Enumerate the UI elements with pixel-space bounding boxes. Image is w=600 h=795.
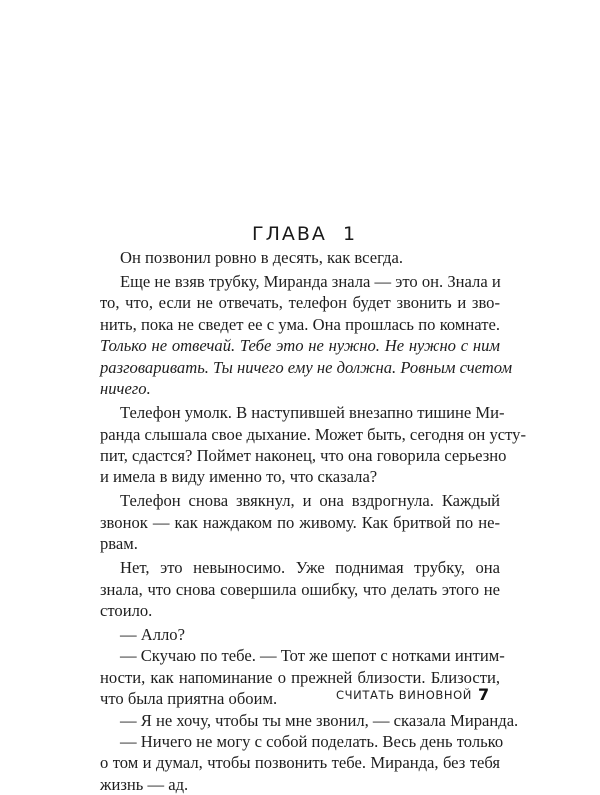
text-line: — Алло? — [120, 625, 185, 645]
text-line: ничего. — [100, 379, 151, 399]
text-line: Телефон умолк. В наступившей внезапно тишине Ми- — [120, 403, 505, 423]
text-line: стоило. — [100, 601, 153, 620]
text-line: знала, что снова совершила ошибку, что делать этого не — [100, 579, 500, 599]
running-head: СЧИТАТЬ ВИНОВНОЙ — [336, 688, 472, 702]
chapter-title: ГЛАВА 1 — [252, 223, 358, 245]
text-line: — Скучаю по тебе. — Тот же шепот с нотками интим- — [120, 646, 505, 666]
page-number: 7 — [478, 685, 490, 704]
text-line: — Я не хочу, чтобы ты мне звонил, — сказала Миранда. — [120, 710, 519, 730]
text-line: то, что, если не отвечать, телефон будет звонить и зво- — [100, 293, 500, 313]
text-line: жизнь — ад. — [100, 774, 189, 794]
text-line: нить, пока не сведет ее с ума. Она прошлась по комнате. — [100, 314, 500, 334]
text-line: Только не отвечай. Тебе это не нужно. Не нужно с ним — [100, 336, 500, 356]
text-line: и имела в виду именно то, что сказала? — [100, 467, 378, 487]
text-line: что была приятна обоим. — [100, 689, 278, 709]
text-line: Нет, это невыносимо. Уже поднимая трубку, она — [120, 558, 500, 578]
text-line: ности, как напоминание о прежней близости. Близости, — [100, 667, 500, 687]
text-line: разговаривать. Ты ничего ему не должна. Ровным счетом — [100, 357, 513, 377]
text-line: Он позвонил ровно в десять, как всегда. — [120, 248, 404, 267]
text-line: ранда слышала свое дыхание. Может быть, сегодня он усту- — [100, 424, 526, 444]
text-line: пит, сдастся? Поймет наконец, что она говорила серьезно — [100, 445, 507, 465]
body-text — [100, 247, 526, 795]
text-line: звонок — как наждаком по живому. Как бритвой по не- — [100, 512, 500, 532]
page-footer — [0, 685, 600, 708]
text-line: Еще не взяв трубку, Миранда знала — это он. Знала и — [120, 272, 501, 292]
text-line: — Ничего не могу с собой поделать. Весь день только — [120, 732, 504, 752]
text-line: Телефон снова звякнул, и она вздрогнула. Каждый — [120, 491, 500, 511]
text-line: о том и думал, чтобы позвонить тебе. Миранда, без тебя — [100, 753, 500, 773]
text-line: рвам. — [100, 534, 138, 554]
